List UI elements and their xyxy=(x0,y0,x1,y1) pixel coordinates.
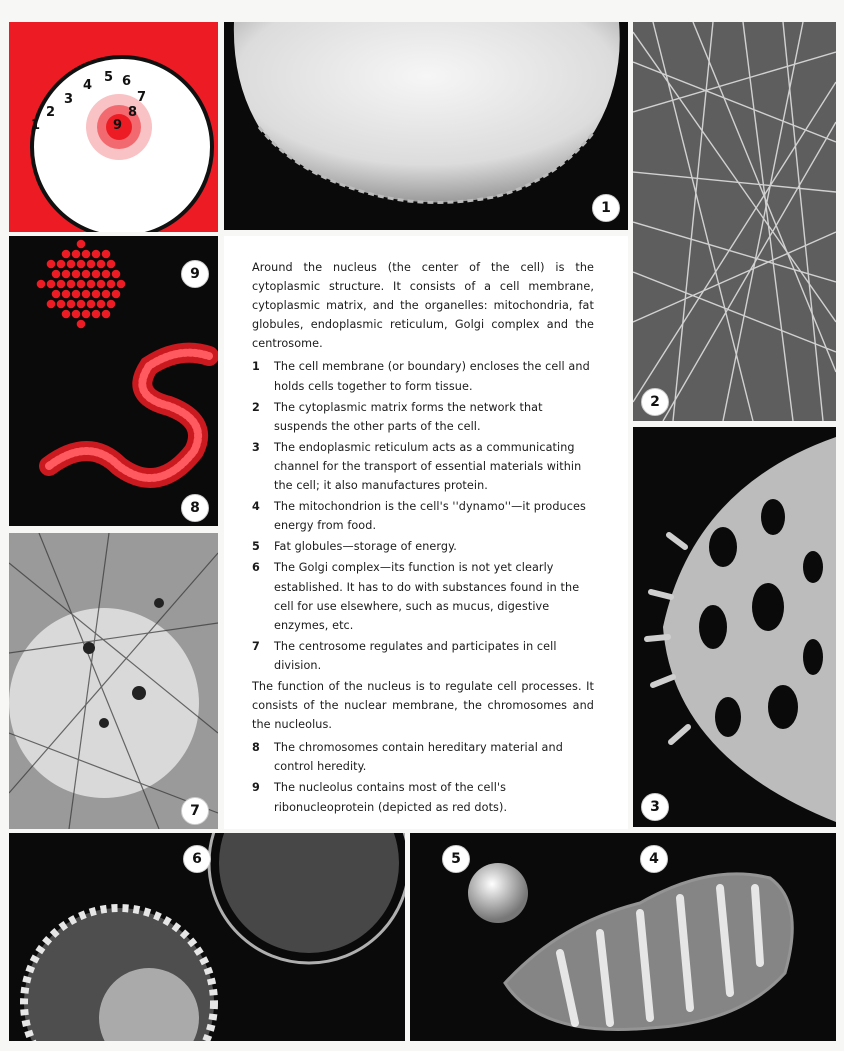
key-number-1: 1 xyxy=(31,118,41,133)
list-item-text: The cell membrane (or boundary) encloses the cell and holds cells together to form tissue. xyxy=(274,360,590,393)
nucleolus-particle xyxy=(47,280,56,289)
list-item-text: The nucleolus contains most of the cell's ribonucleoprotein (depicted as red dots). xyxy=(274,781,508,814)
er-illustration xyxy=(633,427,836,827)
cytoplasmic-matrix-photo xyxy=(633,22,836,421)
intro-paragraph: Around the nucleus (the center of the cell) is the cytoplasmic structure. It consists of a cell membrane, cytoplasmic matrix, and the organelles: mitochondria, fat globules, endoplasmic reticulum, Golgi complex and the centrosome. xyxy=(252,261,594,351)
nucleolus-particle xyxy=(92,270,101,279)
badge-2: 2 xyxy=(641,388,669,416)
list-item-number: 4 xyxy=(252,500,260,514)
nucleolus-particle xyxy=(92,250,101,259)
badge-3: 3 xyxy=(641,793,669,821)
matrix-illustration xyxy=(633,22,836,421)
nucleolus-particle xyxy=(52,290,61,299)
fat-globule xyxy=(468,863,528,923)
nucleolus-particle xyxy=(47,260,56,269)
nucleolus-particle xyxy=(72,290,81,299)
nucleolus-particle xyxy=(77,240,86,249)
nucleolus-particle xyxy=(57,300,66,309)
list-item-number: 8 xyxy=(252,741,260,755)
nucleus-paragraph: The function of the nucleus is to regulate cell processes. It consists of the nuclear membrane, the chromosomes and the nucleolus. xyxy=(252,679,594,732)
nucleolus-particle xyxy=(97,280,106,289)
nucleolus-particle xyxy=(72,270,81,279)
list-item xyxy=(252,357,594,395)
centrosome-detail-illustration xyxy=(9,533,218,829)
nucleolus-particle xyxy=(62,250,71,259)
nucleolus-particle xyxy=(77,280,86,289)
nucleolus-particle xyxy=(52,270,61,279)
list-item-text: The mitochondrion is the cell's ''dynamo''—it produces energy from food. xyxy=(274,500,586,533)
list-item-text: The endoplasmic reticulum acts as a communicating channel for the transport of essential materials within the cell; it also manufactures protein. xyxy=(274,440,582,493)
key-number-8: 8 xyxy=(128,105,138,120)
key-number-9: 9 xyxy=(113,118,123,133)
badge-8: 8 xyxy=(181,494,209,522)
list-item xyxy=(252,778,594,816)
nucleolus-particle xyxy=(67,300,76,309)
body-text xyxy=(252,258,594,819)
golgi-centrosome-photo xyxy=(9,833,405,1041)
nucleolus-particle xyxy=(72,250,81,259)
key-number-6: 6 xyxy=(122,74,132,89)
key-number-4: 4 xyxy=(83,78,93,93)
nucleolus-particle xyxy=(112,290,121,299)
list-item xyxy=(252,438,594,495)
nucleolus-particle xyxy=(67,260,76,269)
nucleolus-particle xyxy=(62,310,71,319)
nucleolus-particle xyxy=(62,290,71,299)
nucleolus-particle xyxy=(77,320,86,329)
membrane-illustration xyxy=(224,22,628,230)
list-item-text: The Golgi complex—its function is not yet clearly established. It has to do with substances found in the cell for use elsewhere, such as mucus, digestive enzymes, etc. xyxy=(274,561,580,632)
key-number-3: 3 xyxy=(64,92,74,107)
nucleolus-particle xyxy=(37,280,46,289)
key-number-5: 5 xyxy=(104,70,114,85)
key-number-2: 2 xyxy=(46,105,56,120)
organelle-list xyxy=(252,357,594,675)
centrosome-detail-photo xyxy=(9,533,218,829)
endoplasmic-reticulum-photo xyxy=(633,427,836,827)
chromosomes-nucleolus-photo xyxy=(9,236,218,526)
nucleolus-particle xyxy=(102,290,111,299)
list-item-number: 2 xyxy=(252,400,260,414)
list-item-text: The cytoplasmic matrix forms the network that suspends the other parts of the cell. xyxy=(274,400,543,433)
nucleolus-particle xyxy=(117,280,126,289)
nucleolus-particle xyxy=(112,270,121,279)
badge-7: 7 xyxy=(181,797,209,825)
nucleolus-particle xyxy=(82,310,91,319)
list-item-number: 9 xyxy=(252,781,260,795)
list-item-number: 1 xyxy=(252,360,260,374)
badge-5: 5 xyxy=(442,845,470,873)
list-item-text: The chromosomes contain hereditary material and control heredity. xyxy=(274,741,563,774)
list-item-number: 5 xyxy=(252,540,260,554)
nucleolus-particle xyxy=(62,270,71,279)
nucleolus-particle xyxy=(67,280,76,289)
nucleolus-particle xyxy=(57,260,66,269)
nucleolus-particle xyxy=(97,260,106,269)
list-item xyxy=(252,637,594,675)
nucleolus-particle xyxy=(92,310,101,319)
list-item-number: 7 xyxy=(252,639,260,653)
list-item-number: 3 xyxy=(252,440,260,454)
nucleolus-particle xyxy=(102,310,111,319)
nucleolus-particle xyxy=(102,250,111,259)
nucleolus-particle xyxy=(102,270,111,279)
nucleolus-particle xyxy=(92,290,101,299)
list-item xyxy=(252,537,594,556)
cell-membrane-photo xyxy=(224,22,628,230)
nucleolus-particle xyxy=(87,260,96,269)
badge-6: 6 xyxy=(183,845,211,873)
nucleolus-particle xyxy=(107,300,116,309)
nucleolus-particle xyxy=(82,270,91,279)
list-item-text: The centrosome regulates and participates in cell division. xyxy=(274,639,557,672)
list-item xyxy=(252,497,594,535)
list-item-number: 6 xyxy=(252,561,260,575)
list-item xyxy=(252,398,594,436)
cell-key-diagram xyxy=(9,22,218,232)
nucleolus-particle xyxy=(107,260,116,269)
nucleolus-particle xyxy=(82,290,91,299)
mitochondrion-illustration xyxy=(410,833,836,1041)
nucleolus-particle xyxy=(77,260,86,269)
nucleolus-particle xyxy=(87,280,96,289)
nucleolus-particle xyxy=(47,300,56,309)
mitochondrion-photo xyxy=(410,833,836,1041)
key-number-7: 7 xyxy=(137,90,147,105)
list-item-text: Fat globules—storage of energy. xyxy=(274,540,457,554)
nucleolus-particle xyxy=(77,300,86,309)
text-column xyxy=(224,236,628,829)
nucleus-list xyxy=(252,738,594,816)
nucleolus-particle xyxy=(107,280,116,289)
list-item xyxy=(252,558,594,634)
badge-1: 1 xyxy=(592,194,620,222)
list-item xyxy=(252,738,594,776)
badge-9: 9 xyxy=(181,260,209,288)
nucleolus-particle xyxy=(82,250,91,259)
nucleolus-particle xyxy=(87,300,96,309)
badge-4: 4 xyxy=(640,845,668,873)
nucleolus-particle xyxy=(97,300,106,309)
nucleolus-particle xyxy=(57,280,66,289)
nucleolus-particle xyxy=(72,310,81,319)
